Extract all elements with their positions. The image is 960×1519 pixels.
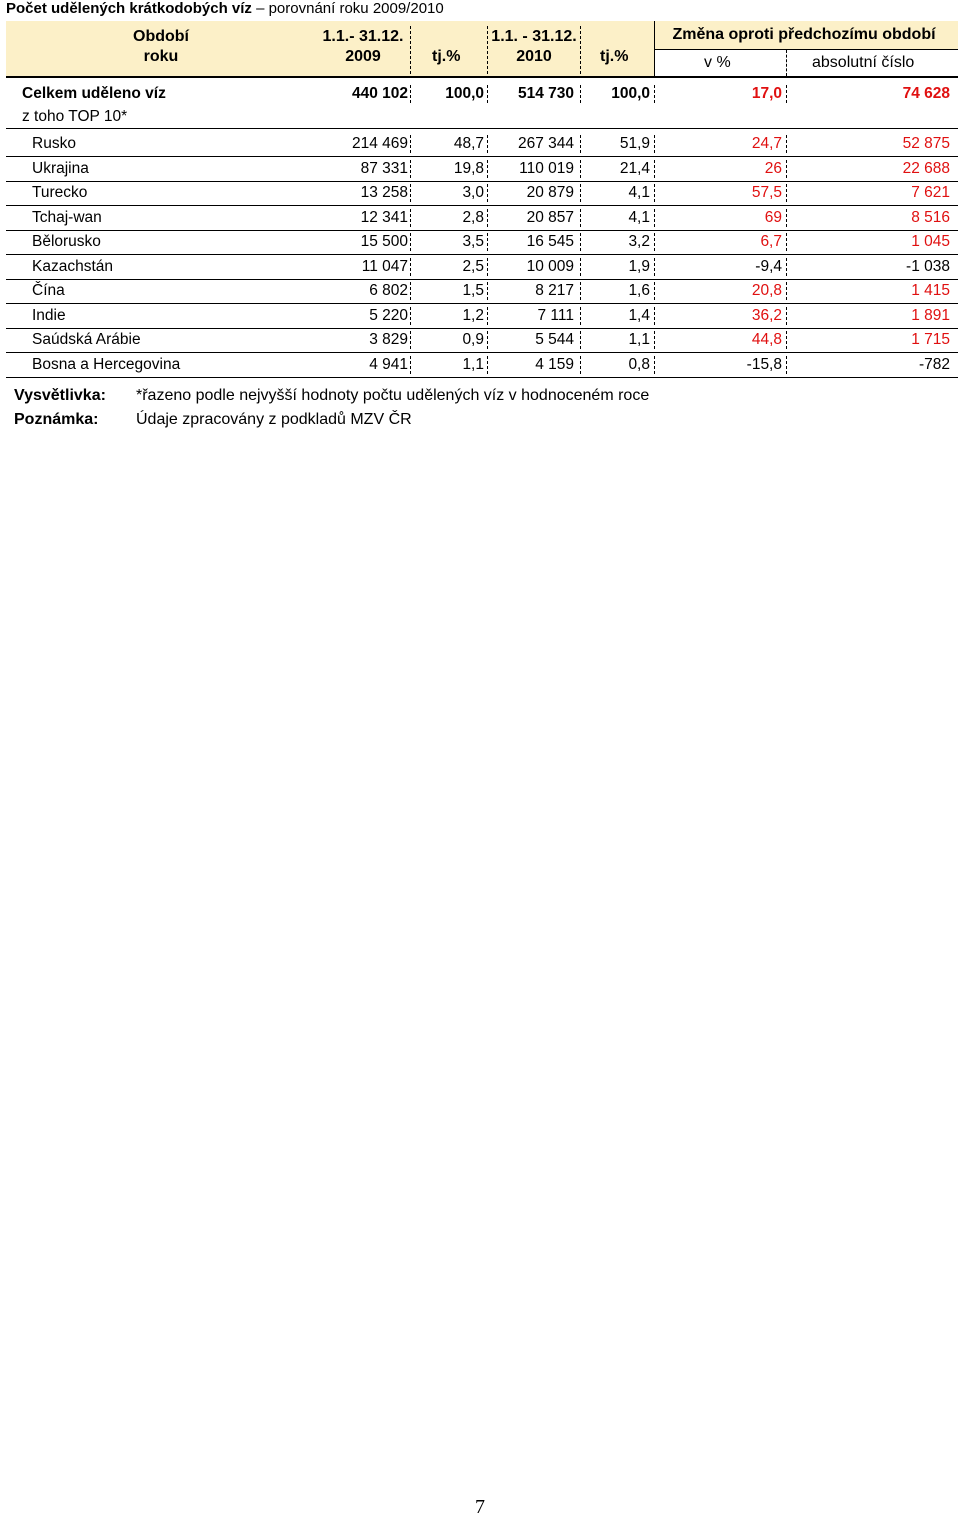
cell-v2010: 16 545 <box>526 233 574 250</box>
cell-separator <box>487 209 488 227</box>
table-row <box>6 279 958 304</box>
header-period-line2: roku <box>143 48 179 65</box>
header-2010 <box>488 27 580 67</box>
table-row <box>6 230 958 255</box>
cell-separator <box>410 307 411 325</box>
total-change-abs: 74 628 <box>902 85 950 102</box>
cell-separator <box>410 282 411 300</box>
cell-chg-abs: -1 038 <box>906 257 950 275</box>
header-separator <box>580 26 581 74</box>
cell-chg-pct: 69 <box>764 208 782 226</box>
cell-separator <box>487 135 488 153</box>
cell-p2010: 51,9 <box>619 135 650 152</box>
cell-separator <box>786 184 787 202</box>
cell-separator <box>410 160 411 178</box>
cell-separator <box>654 85 655 103</box>
cell-p2009: 3,0 <box>462 184 484 201</box>
cell-country: Bosna a Hercegovina <box>32 355 181 373</box>
cell-v2009: 13 258 <box>360 184 408 201</box>
table-row <box>6 206 958 231</box>
table-row <box>6 157 958 182</box>
cell-separator <box>580 135 581 153</box>
cell-separator <box>654 233 655 251</box>
cell-separator <box>487 356 488 374</box>
cell-separator <box>580 85 581 103</box>
cell-p2010: 1,9 <box>628 257 650 275</box>
cell-chg-pct: 57,5 <box>751 184 782 201</box>
header-2010-line2: 2010 <box>516 48 552 65</box>
cell-chg-abs: -782 <box>918 355 950 373</box>
cell-separator <box>580 209 581 227</box>
header-period-line1: Období <box>133 28 189 45</box>
cell-chg-abs: 7 621 <box>911 184 950 201</box>
cell-p2010: 4,1 <box>628 208 650 226</box>
subheader-label: z toho TOP 10* <box>22 108 128 125</box>
total-2010-pct: 100,0 <box>611 85 650 102</box>
header-separator <box>786 50 787 76</box>
subheader-row <box>6 106 958 129</box>
header-separator <box>410 26 411 74</box>
explanation-text: *řazeno podle nejvyšší hodnoty počtu udělených víz v hodnoceném roce <box>136 387 650 404</box>
cell-chg-abs: 1 891 <box>911 306 950 324</box>
cell-separator <box>786 282 787 300</box>
table-row <box>6 181 958 206</box>
cell-separator <box>580 258 581 276</box>
cell-separator <box>786 331 787 349</box>
cell-v2009: 12 341 <box>360 208 408 226</box>
cell-p2010: 1,1 <box>628 331 650 348</box>
cell-chg-abs: 1 715 <box>911 331 950 348</box>
cell-v2010: 267 344 <box>517 135 574 152</box>
cell-separator <box>786 135 787 153</box>
table-row <box>6 328 958 353</box>
table-row <box>6 353 958 378</box>
header-2009-line1: 1.1.- 31.12. <box>322 28 404 45</box>
cell-v2010: 8 217 <box>535 282 574 299</box>
cell-separator <box>580 331 581 349</box>
note-line <box>14 408 649 432</box>
cell-v2010: 5 544 <box>535 331 574 348</box>
cell-separator <box>487 331 488 349</box>
cell-chg-abs: 8 516 <box>911 208 950 226</box>
header-tj-2009: tj.% <box>432 48 461 65</box>
cell-separator <box>786 356 787 374</box>
header-2009 <box>318 27 408 67</box>
cell-p2009: 2,5 <box>462 257 484 275</box>
cell-p2010: 0,8 <box>628 355 650 373</box>
cell-separator <box>786 307 787 325</box>
cell-separator <box>654 135 655 153</box>
cell-separator <box>487 282 488 300</box>
cell-p2009: 1,2 <box>462 306 484 324</box>
notes <box>14 384 649 432</box>
cell-separator <box>654 209 655 227</box>
cell-separator <box>410 209 411 227</box>
cell-p2009: 2,8 <box>462 208 484 226</box>
table-row <box>6 132 958 157</box>
total-change-pct: 17,0 <box>751 85 782 102</box>
cell-separator <box>580 307 581 325</box>
cell-country: Saúdská Arábie <box>32 331 141 348</box>
cell-v2010: 10 009 <box>526 257 574 275</box>
header-change: Změna oproti předchozímu období <box>672 26 936 43</box>
cell-p2009: 0,9 <box>462 331 484 348</box>
cell-chg-pct: -15,8 <box>746 355 782 373</box>
cell-v2010: 4 159 <box>535 355 574 373</box>
header-separator <box>487 26 488 74</box>
explanation-line <box>14 384 649 408</box>
cell-separator <box>580 282 581 300</box>
cell-separator <box>410 233 411 251</box>
cell-country: Turecko <box>32 184 88 201</box>
cell-p2010: 21,4 <box>619 159 650 177</box>
total-2009-pct: 100,0 <box>445 85 484 102</box>
table-row <box>6 304 958 329</box>
cell-separator <box>654 184 655 202</box>
total-row <box>6 82 958 106</box>
cell-p2010: 3,2 <box>628 233 650 250</box>
cell-separator <box>654 258 655 276</box>
cell-chg-abs: 52 875 <box>902 135 950 152</box>
table-row <box>6 255 958 280</box>
cell-chg-abs: 22 688 <box>902 159 950 177</box>
cell-p2009: 48,7 <box>453 135 484 152</box>
note-label: Poznámka: <box>14 411 99 428</box>
cell-country: Kazachstán <box>32 257 113 275</box>
header-period <box>128 27 194 67</box>
cell-chg-abs: 1 045 <box>911 233 950 250</box>
cell-separator <box>410 331 411 349</box>
cell-v2010: 20 857 <box>526 208 574 226</box>
header-change-pct: v % <box>704 54 731 71</box>
cell-separator <box>410 85 411 103</box>
cell-v2009: 11 047 <box>361 257 408 275</box>
cell-country: Čína <box>32 282 65 299</box>
cell-separator <box>487 233 488 251</box>
header-change-abs: absolutní číslo <box>812 54 915 71</box>
header-2009-line2: 2009 <box>345 48 381 65</box>
cell-p2009: 3,5 <box>462 233 484 250</box>
cell-p2010: 4,1 <box>628 184 650 201</box>
cell-v2009: 87 331 <box>360 159 408 177</box>
cell-separator <box>786 85 787 103</box>
total-2009: 440 102 <box>351 85 408 102</box>
cell-separator <box>487 307 488 325</box>
total-2010: 514 730 <box>517 85 574 102</box>
cell-separator <box>410 356 411 374</box>
header-bottom-border <box>6 76 958 78</box>
cell-chg-pct: 24,7 <box>751 135 782 152</box>
header-separator <box>654 21 655 76</box>
cell-separator <box>654 282 655 300</box>
cell-chg-pct: 20,8 <box>751 282 782 299</box>
cell-chg-pct: 36,2 <box>751 306 782 324</box>
page-number: 7 <box>475 1496 485 1518</box>
cell-separator <box>786 233 787 251</box>
title-rest: – porovnání roku 2009/2010 <box>251 0 444 17</box>
cell-separator <box>487 85 488 103</box>
cell-separator <box>654 356 655 374</box>
page-title <box>6 0 444 17</box>
cell-separator <box>410 258 411 276</box>
cell-separator <box>654 160 655 178</box>
explanation-label: Vysvětlivka: <box>14 387 106 404</box>
cell-v2009: 3 829 <box>369 331 408 348</box>
cell-separator <box>786 258 787 276</box>
cell-v2009: 15 500 <box>360 233 408 250</box>
cell-chg-pct: -9,4 <box>755 257 782 275</box>
cell-p2010: 1,4 <box>628 306 650 324</box>
cell-v2009: 5 220 <box>369 306 408 324</box>
cell-separator <box>786 160 787 178</box>
cell-v2010: 7 111 <box>537 306 574 324</box>
cell-country: Bělorusko <box>32 233 101 250</box>
cell-v2010: 20 879 <box>526 184 574 201</box>
cell-country: Ukrajina <box>32 159 89 177</box>
cell-v2009: 214 469 <box>351 135 408 152</box>
cell-separator <box>410 184 411 202</box>
cell-separator <box>654 331 655 349</box>
cell-chg-abs: 1 415 <box>911 282 950 299</box>
note-text: Údaje zpracovány z podkladů MZV ČR <box>136 411 412 428</box>
cell-separator <box>654 307 655 325</box>
cell-separator <box>786 209 787 227</box>
header-divider <box>654 49 958 50</box>
cell-separator <box>580 356 581 374</box>
cell-separator <box>487 258 488 276</box>
cell-chg-pct: 26 <box>764 159 782 177</box>
total-label: Celkem uděleno víz <box>22 85 166 102</box>
cell-chg-pct: 44,8 <box>751 331 782 348</box>
cell-country: Rusko <box>32 135 76 152</box>
cell-v2009: 4 941 <box>369 355 408 373</box>
cell-country: Tchaj-wan <box>32 208 102 226</box>
header-tj-2010: tj.% <box>600 48 629 65</box>
cell-separator <box>487 184 488 202</box>
cell-p2009: 1,1 <box>462 355 484 373</box>
cell-separator <box>580 184 581 202</box>
cell-v2009: 6 802 <box>369 282 408 299</box>
header-2010-line1: 1.1. - 31.12. <box>491 28 577 45</box>
cell-p2009: 1,5 <box>462 282 484 299</box>
cell-separator <box>487 160 488 178</box>
cell-separator <box>410 135 411 153</box>
cell-p2009: 19,8 <box>453 159 484 177</box>
cell-separator <box>580 233 581 251</box>
cell-chg-pct: 6,7 <box>760 233 782 250</box>
cell-v2010: 110 019 <box>519 159 574 177</box>
cell-p2010: 1,6 <box>628 282 650 299</box>
title-bold: Počet udělených krátkodobých víz <box>6 0 252 17</box>
cell-separator <box>580 160 581 178</box>
cell-country: Indie <box>32 306 66 324</box>
